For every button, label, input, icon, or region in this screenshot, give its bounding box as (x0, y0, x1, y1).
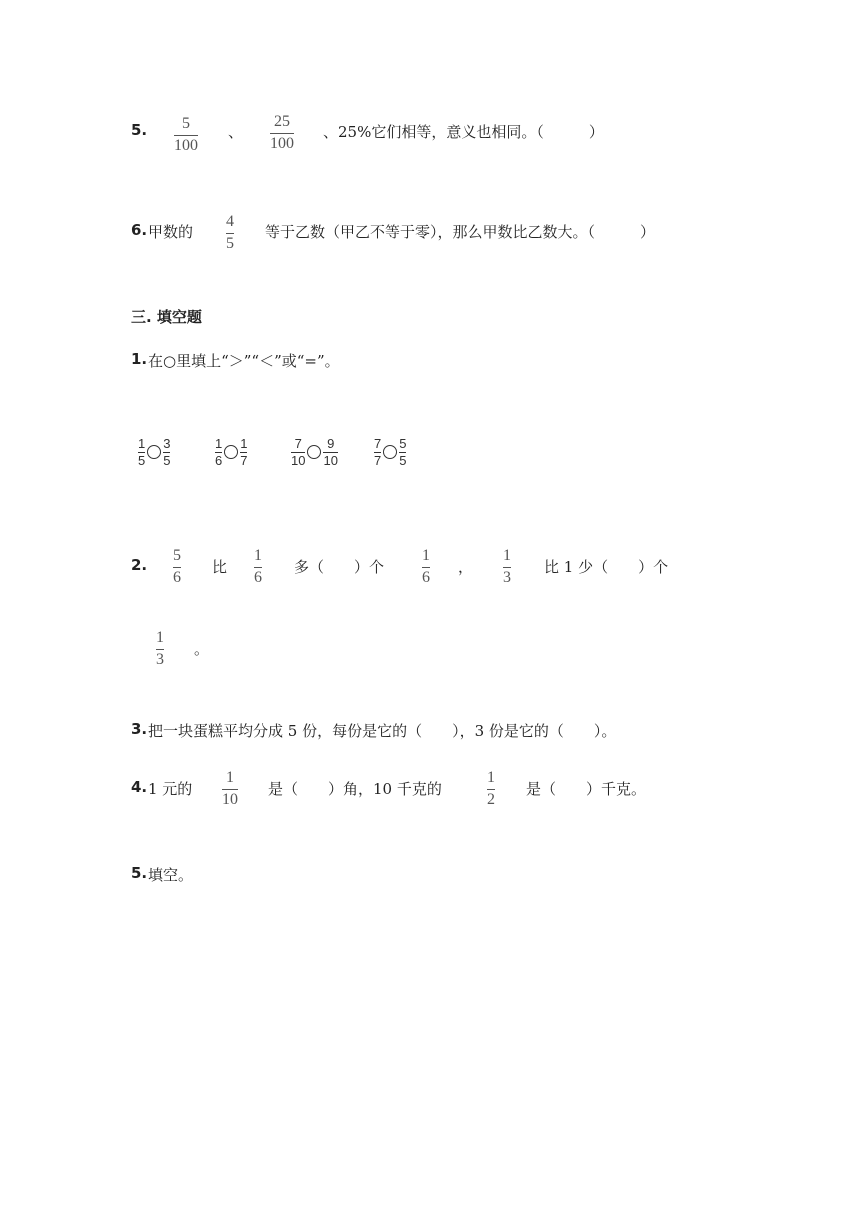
comparison-item (291, 437, 338, 467)
fraction (226, 214, 234, 253)
fraction (174, 116, 198, 155)
denominator: 2 (487, 790, 495, 808)
question-text: 、25%它们相等，意义也相同。（ ） (323, 123, 604, 141)
numerator: 1 (215, 436, 223, 451)
comparison-circle[interactable] (224, 445, 238, 459)
denominator: 100 (174, 136, 198, 154)
fraction (240, 437, 247, 467)
question-text: 1 元的 (148, 780, 193, 798)
denominator: 5 (138, 452, 146, 468)
denominator: 6 (215, 452, 223, 468)
question-number: 5. (131, 121, 148, 139)
question-number: 6. (131, 221, 148, 239)
comparison-item (138, 437, 170, 467)
fraction (422, 548, 430, 587)
fraction-bar (503, 567, 511, 568)
numerator: 7 (294, 436, 302, 451)
numerator: 5 (182, 115, 190, 132)
denominator: 5 (399, 452, 407, 468)
numerator: 4 (226, 213, 234, 230)
numerator: 1 (240, 436, 248, 451)
question-text: 在○里填上“＞”“＜”或“=”。 (148, 352, 340, 370)
question-text: 等于乙数（甲乙不等于零），那么甲数比乙数大。（ ） (265, 223, 656, 241)
fraction (323, 437, 337, 467)
question-number: 4. (131, 778, 148, 796)
fraction (163, 437, 170, 467)
fraction-bar (487, 789, 495, 790)
denominator: 6 (173, 568, 181, 586)
question-text: 比 1 少（ ）个 (544, 558, 669, 576)
numerator: 9 (327, 436, 335, 451)
denominator: 6 (422, 568, 430, 586)
numerator: 1 (254, 547, 262, 564)
question-text: 是（ ）千克。 (526, 780, 647, 798)
fraction (222, 770, 238, 809)
question-text: 填空。 (148, 866, 194, 884)
fraction-bar (174, 135, 198, 136)
question-text: 把一块蛋糕平均分成 5 份，每份是它的（ ），3 份是它的（ ）。 (148, 722, 617, 740)
fraction (487, 770, 495, 809)
question-number: 2. (131, 556, 148, 574)
question-text: 是（ ）角，10 千克的 (268, 780, 442, 798)
numerator: 7 (374, 436, 382, 451)
question-number: 3. (131, 720, 148, 738)
denominator: 3 (503, 568, 511, 586)
fraction (374, 437, 381, 467)
numerator: 1 (487, 769, 495, 786)
numerator: 1 (138, 436, 146, 451)
numerator: 25 (274, 113, 290, 130)
fraction (156, 630, 164, 669)
question-text: 多（ ）个 (294, 558, 385, 576)
question-number: 1. (131, 350, 148, 368)
numerator: 5 (173, 547, 181, 564)
numerator: 5 (399, 436, 407, 451)
denominator: 7 (374, 452, 382, 468)
denominator: 3 (156, 650, 164, 668)
comparison-circle[interactable] (307, 445, 321, 459)
fraction (215, 437, 222, 467)
fraction-bar (270, 133, 294, 134)
comparison-circle[interactable] (147, 445, 161, 459)
comparison-item (374, 437, 406, 467)
denominator: 100 (270, 134, 294, 152)
fraction (291, 437, 305, 467)
question-number: 5. (131, 864, 148, 882)
question-text: 甲数的 (148, 223, 194, 241)
fraction (138, 437, 145, 467)
denominator: 10 (291, 452, 306, 468)
numerator: 1 (503, 547, 511, 564)
denominator: 5 (226, 234, 234, 252)
denominator: 7 (240, 452, 248, 468)
separator: 、 (228, 123, 244, 141)
fraction-bar (422, 567, 430, 568)
fraction (270, 114, 294, 153)
numerator: 1 (422, 547, 430, 564)
comparison-circle[interactable] (383, 445, 397, 459)
fraction-bar (173, 567, 181, 568)
question-text: ， (458, 558, 474, 576)
fraction (254, 548, 262, 587)
numerator: 1 (226, 769, 234, 786)
numerator: 1 (156, 629, 164, 646)
comparison-item (215, 437, 247, 467)
numerator: 3 (163, 436, 171, 451)
fraction-bar (254, 567, 262, 568)
fraction-bar (156, 649, 164, 650)
denominator: 5 (163, 452, 171, 468)
fraction (503, 548, 511, 587)
question-text: 。 (194, 640, 210, 658)
fraction (173, 548, 181, 587)
denominator: 10 (323, 452, 338, 468)
denominator: 10 (222, 790, 238, 808)
fraction (399, 437, 406, 467)
fraction-bar (222, 789, 238, 790)
section-title: 三. 填空题 (131, 308, 202, 326)
question-text: 比 (212, 558, 228, 576)
fraction-bar (226, 233, 234, 234)
denominator: 6 (254, 568, 262, 586)
